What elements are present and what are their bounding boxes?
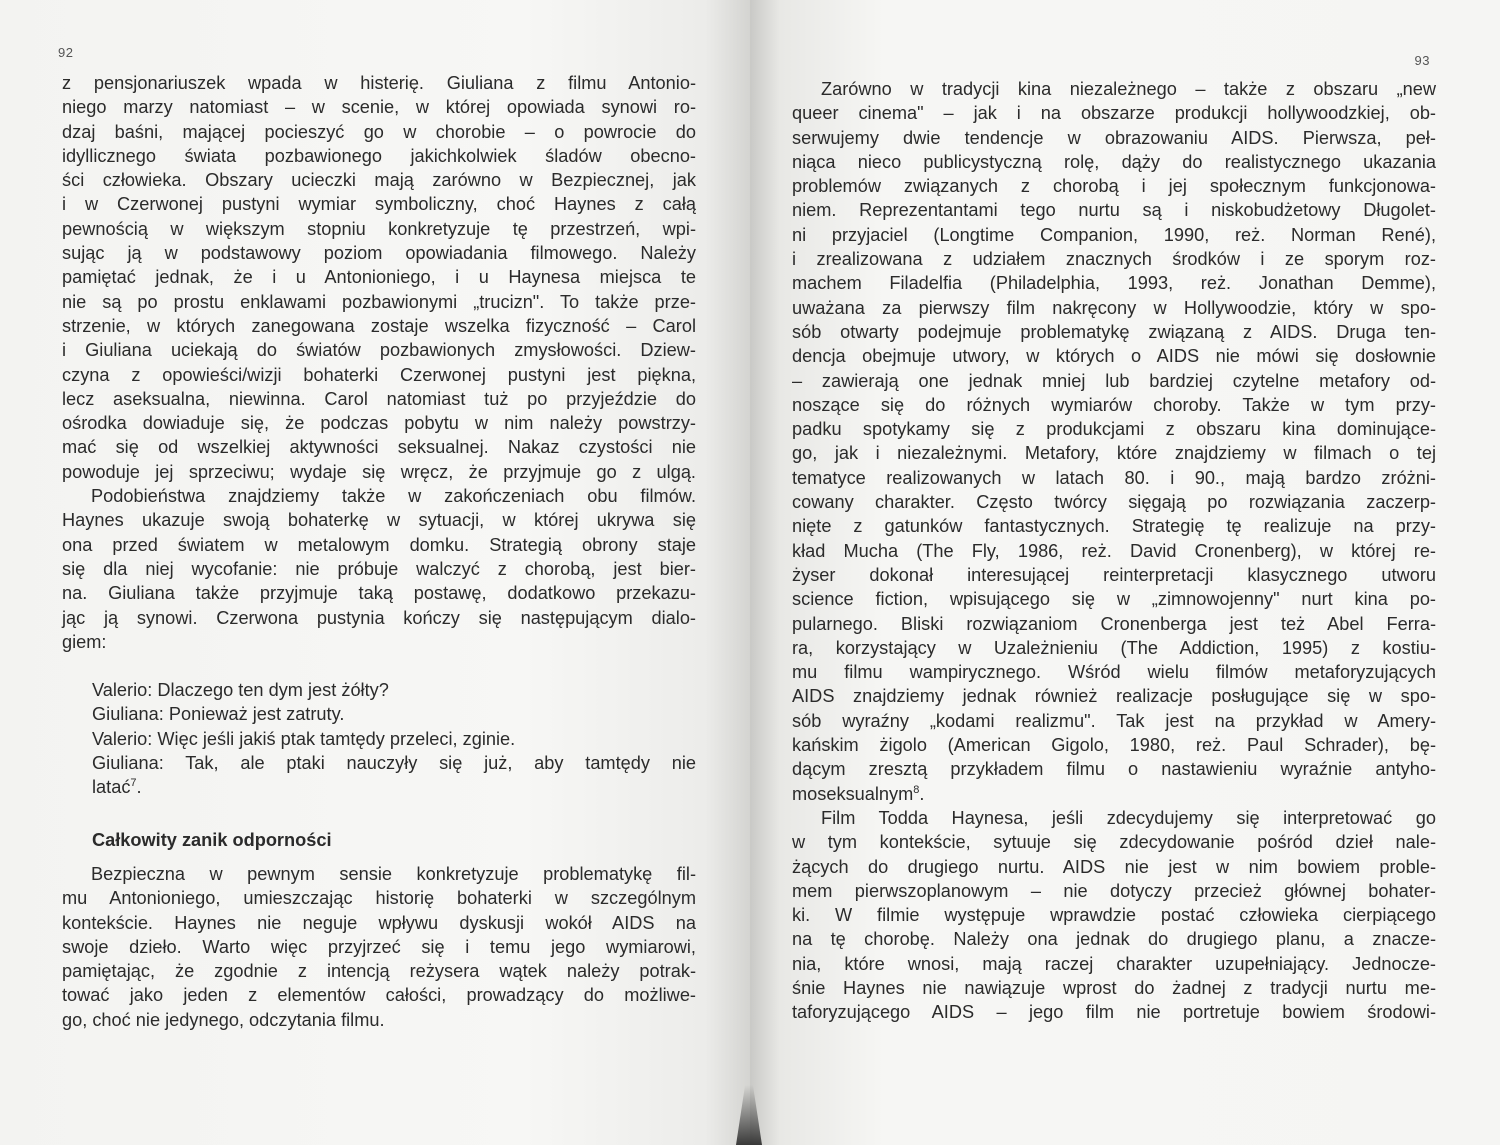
text-line: mu filmu wampirycznego. Wśród wielu filmów metaforyzujących xyxy=(792,662,1436,683)
text-line: kańskim żigolo (American Gigolo, 1980, reż. Paul Schrader), bę- xyxy=(792,735,1436,756)
text-line: go, choć nie jedynego, odczytania filmu. xyxy=(62,1009,385,1030)
dialogue-quote xyxy=(62,678,696,799)
text-line: nięte z gatunków fantastycznych. Strategię tę realizuje na przy- xyxy=(792,516,1436,537)
text-line: kontekście. Haynes nie neguje wpływu dyskusji wokół AIDS na xyxy=(62,912,696,933)
text-line: AIDS znajdziemy jednak również realizacje posługujące się w spo- xyxy=(792,686,1436,707)
text-line: niąca nieco publicystyczną rolę, dąży do realistycznego ukazania xyxy=(792,151,1436,172)
text-line: – zawierają one jednak mniej lub bardziej czytelne metafory od- xyxy=(792,370,1436,391)
text-line: pewnością w większym stopniu konkretyzuje tę przestrzeń, wpi- xyxy=(62,218,696,239)
text-line: cowany charakter. Często twórcy sięgają po rozwiązania zaczerp- xyxy=(792,492,1436,513)
text-line: strzenie, w których zanegowana zostaje wszelka fizyczność – Carol xyxy=(62,315,696,336)
text-line: niem. Reprezentantami tego nurtu są i niskobudżetowy Długolet- xyxy=(792,200,1436,221)
text-line: lecz aseksualna, niewinna. Carol natomiast tuż po przyjeździe do xyxy=(62,388,696,409)
text-line: science fiction, wpisującego się w „zimnowojenny" nurt kina po- xyxy=(792,589,1436,610)
text-line: na. Giuliana także przyjmuje taką postawę, dodatkowo przekazu- xyxy=(62,583,696,604)
text-line: jąc ją synowi. Czerwona pustynia kończy się następującym dialo- xyxy=(62,607,696,628)
text-line: sób otwarty podejmuje problematykę związaną z AIDS. Druga ten- xyxy=(792,321,1436,342)
dialogue-line: Giuliana: Tak, ale ptaki nauczyły się już, aby tamtędy nie xyxy=(92,753,696,774)
text-line: taforyzującego AIDS – jego film nie portretuje bowiem środowi- xyxy=(792,1002,1436,1023)
text-line: żyser dokonał interesującej reinterpretacji klasycznego utworu xyxy=(792,564,1436,585)
text-line: uważana za pierwszy film nakręcony w Hollywoodzie, który w spo- xyxy=(792,297,1436,318)
text-line: czyna z opowieści/wizji bohaterki Czerwonej pustyni jest piękna, xyxy=(62,364,696,385)
section-heading: Całkowity zanik odporności xyxy=(92,829,332,850)
text-line: na tę chorobę. Należy ona jednak do drugiego planu, a znacze- xyxy=(792,929,1436,950)
text-line: pularnego. Bliski rozwiązaniom Cronenberga jest też Abel Ferra- xyxy=(792,613,1436,634)
dialogue-line-text: latać xyxy=(92,777,131,798)
page-number-right: 93 xyxy=(1414,53,1430,68)
dialogue-line: latać$^7$. xyxy=(92,777,142,798)
text-line: z pensjonariuszek wpada w histerię. Giuliana z filmu Antonio- xyxy=(62,73,696,93)
text-line: w tym kontekście, sytuuje się zdecydowanie pośród dzieł nale- xyxy=(792,832,1436,853)
text-line: padku spotykamy się z produkcjami z obszaru kina dominujące- xyxy=(792,419,1436,440)
text-line: noszące się do różnych wymiarów choroby. Także w tym przy- xyxy=(792,394,1436,415)
text-line: machem Filadelfia (Philadelphia, 1993, reż. Jonathan Demme), xyxy=(792,273,1436,294)
text-line: ona przed światem w metalowym domku. Strategią obrony staje xyxy=(62,534,696,555)
dialogue-line: Giuliana: Ponieważ jest zatruty. xyxy=(92,704,345,725)
text-line: moseksualnym$^8$. xyxy=(792,783,925,804)
text-line: ki. W filmie występuje wprawdzie postać człowieka cierpiącego xyxy=(792,905,1436,926)
paragraph xyxy=(62,71,696,484)
text-line: serwujemy dwie tendencje w obrazowaniu AIDS. Pierwsza, peł- xyxy=(792,127,1436,148)
text-line: Zarówno w tradycji kina niezależnego – także z obszaru „new xyxy=(821,79,1436,99)
text-line: Bezpieczna w pewnym sensie konkretyzuje problematykę fil- xyxy=(91,863,696,884)
text-line: problemów związanych z chorobą i jej społecznym funkcjonowa- xyxy=(792,176,1436,197)
text-line: nie są po prostu enklawami pozbawionymi „trucizn". To także prze- xyxy=(62,291,696,312)
text-line: i w Czerwonej pustyni wymiar symboliczny, choć Haynes z całą xyxy=(62,194,696,215)
text-line: mać się od wszelkiej aktywności seksualnej. Nakaz czystości nie xyxy=(62,437,696,458)
dialogue-line: Valerio: Dlaczego ten dym jest żółty? xyxy=(92,680,389,701)
text-line: go, jak i niezależnymi. Metafory, które znajdziemy w filmach o tej xyxy=(792,443,1436,464)
paragraph xyxy=(62,862,696,1032)
text-line: sując ją w podstawowy poziom opowiadania filmowego. Należy xyxy=(62,243,696,264)
text-line: mem pierwszoplanowym – nie dotyczy przecież głównej bohater- xyxy=(792,880,1436,901)
text-line: swoje dzieło. Warto więc przyjrzeć się i temu jego wymiarowi, xyxy=(62,936,696,957)
text-line: Haynes ukazuje swoją bohaterkę w sytuacji, w której ukrywa się xyxy=(62,510,696,531)
text-line-text: moseksualnym xyxy=(792,783,914,804)
text-line: tować jako jeden z elementów całości, prowadzący do możliwe- xyxy=(62,985,696,1006)
text-line: dencja obejmuje utwory, w których o AIDS nie mówi się dosłownie xyxy=(792,346,1436,367)
text-line: pamiętając, że zgodnie z intencją reżysera wątek należy potrak- xyxy=(62,961,696,982)
text-line: sób wyraźny „kodami realizmu". Tak jest na przykład w Amery- xyxy=(792,710,1436,731)
left-page-text xyxy=(62,71,696,1032)
text-line: i zrealizowana z udziałem znacznych środków i ze sporym roz- xyxy=(792,249,1436,270)
paragraph xyxy=(792,806,1436,1025)
text-line: dzaj baśni, mającej pocieszyć go w chorobie – o powrocie do xyxy=(62,121,696,142)
text-line: ni przyjaciel (Longtime Companion, 1990, reż. Norman René), xyxy=(792,224,1436,245)
footnote-ref: 8 xyxy=(913,783,920,796)
text-line: się dla niej wycofanie: nie próbuje walczyć z chorobą, jest bier- xyxy=(62,558,696,579)
text-line: ści człowieka. Obszary ucieczki mają zarówno w Bezpiecznej, jak xyxy=(62,170,696,191)
text-line: kład Mucha (The Fly, 1986, reż. David Cronenberg), w której re- xyxy=(792,540,1436,561)
text-line: żących do drugiego nurtu. AIDS nie jest w nim bowiem proble- xyxy=(792,856,1436,877)
text-line: niego marzy natomiast – w scenie, w której opowiada synowi ro- xyxy=(62,97,696,118)
text-line: pamiętać jednak, że i u Antonioniego, i u Haynesa miejsca te xyxy=(62,267,696,288)
text-line: Podobieństwa znajdziemy także w zakończeniach obu filmów. xyxy=(91,486,696,507)
page-number-left: 92 xyxy=(58,45,74,60)
text-line: dącym zresztą przykładem filmu o nastawieniu wyraźnie antyho- xyxy=(792,759,1436,780)
text-line: powoduje jej sprzeciwu; wydaje się wręcz, że przyjmuje go z ulgą. xyxy=(62,461,696,482)
text-line: ośrodka dowiaduje się, że podczas pobytu w nim należy powstrzy- xyxy=(62,413,696,434)
text-line: i Giuliana uciekają do światów pozbawionych zmysłowości. Dziew- xyxy=(62,340,696,361)
footnote-ref: 7 xyxy=(130,777,137,790)
paragraph xyxy=(62,484,696,654)
text-line: śnie Haynes nie nawiązuje wprost do żadnej z tradycji nurtu me- xyxy=(792,977,1436,998)
text-line: mu Antonioniego, umieszczając historię bohaterki w szczególnym xyxy=(62,888,696,909)
dialogue-line: Valerio: Więc jeśli jakiś ptak tamtędy przeleci, zginie. xyxy=(92,728,516,749)
text-line: giem: xyxy=(62,631,107,652)
text-line: idyllicznego świata pozbawionego jakichkolwiek śladów obecno- xyxy=(62,145,696,166)
text-line: ra, korzystający w Uzależnieniu (The Addiction, 1995) z kostiu- xyxy=(792,637,1436,658)
right-page-text xyxy=(792,77,1436,1025)
text-line: tematyce realizowanych w latach 80. i 90., mają bardzo zróżni- xyxy=(792,467,1436,488)
paragraph xyxy=(792,77,1436,806)
text-line: nia, które wnosi, mają raczej charakter uzupełniający. Jednocze- xyxy=(792,953,1436,974)
text-line: Film Todda Haynesa, jeśli zdecydujemy się interpretować go xyxy=(821,807,1436,828)
text-line: queer cinema" – jak i na obszarze produkcji hollywoodzkiej, ob- xyxy=(792,103,1436,124)
